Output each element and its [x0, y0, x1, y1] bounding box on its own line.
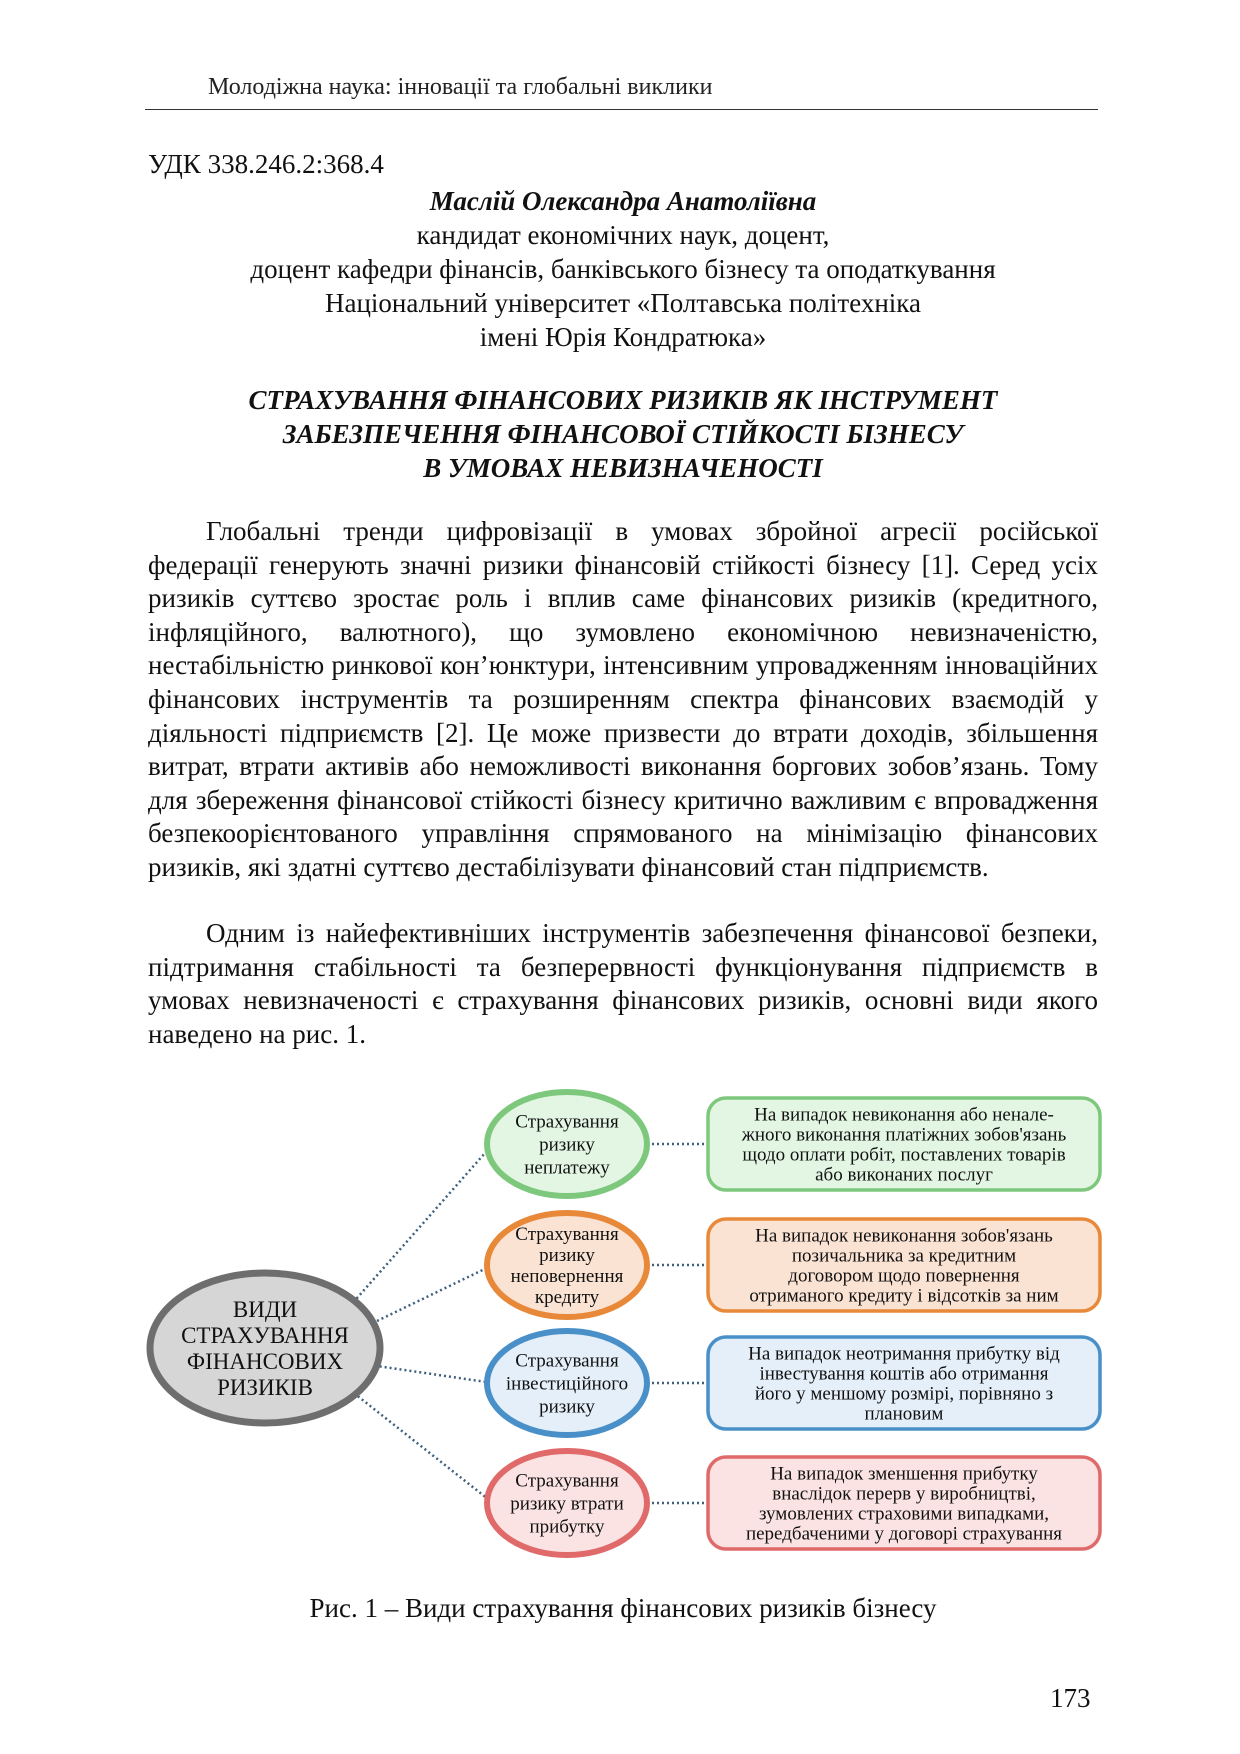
running-header: Молодіжна наука: інновації та глобальні виклики	[208, 74, 713, 100]
title-line: В УМОВАХ НЕВИЗНАЧЕНОСТІ	[423, 453, 823, 483]
branch-label: Страхування ризику неплатежу	[515, 1111, 619, 1179]
connector-center-to-branch	[350, 1144, 493, 1306]
title-line: СТРАХУВАННЯ ФІНАНСОВИХ РИЗИКІВ ЯК ІНСТРУМЕНТ	[248, 385, 998, 415]
connector-center-to-branch	[350, 1390, 493, 1503]
header-rule	[145, 109, 1098, 110]
author-block	[148, 184, 1098, 354]
description-text: На випадок невиконання або ненале-жного виконання платіжних зобов'язань щодо оплати робіт, поставлених товарів або виконаних послуг	[741, 1104, 1067, 1186]
branch-label: Страхування інвестиційного ризику	[505, 1350, 629, 1418]
udk-code: УДК 338.246.2:368.4	[148, 149, 384, 179]
description-text: На випадок зменшення прибутку внаслідок перерв у виробництві, зумовлених страховими випадками, передбаченими у договорі страхування	[745, 1463, 1063, 1545]
author-degree: кандидат економічних наук, доцент,	[416, 220, 830, 250]
branch-label: Страхування ризику втрати прибутку	[510, 1470, 624, 1538]
figure-diagram	[140, 1088, 1110, 1568]
body-paragraph-1: Глобальні тренди цифровізації в умовах збройної агресії російської федерації генерують значні ризики фінансовій стійкості бізнесу [1]. Серед усіх ризиків суттєво зростає роль і вплив саме фінансових ризиків (кредитного, інфляційного, валютного), що зумовлено економічною невизначеністю, нестабільністю ринкової кон’юнктури, інтенсивним упровадженням інноваційних фінансових інструментів та розширенням спектра фінансових взаємодій у діяльності підприємств [2]. Це може призвести до втрати доходів, збільшення витрат, втрати активів або неможливості виконання боргових зобов’язань. Тому для збереження фінансової стійкості бізнесу критично важливим є впровадження безпекоорієнтованого управління спрямованого на мінімізацію фінансових ризиків, які здатні суттєво дестабілізувати фінансовий стан підприємств.	[148, 516, 1098, 882]
body-paragraph-2: Одним із найефективніших інструментів забезпечення фінансової безпеки, підтримання стабільності та безперервності функціонування підприємств в умовах невизначеності є страхування фінансових ризиків, основні види якого наведено на рис. 1.	[148, 918, 1098, 1049]
page-number: 173	[1050, 1683, 1091, 1713]
author-university-line1: Національний університет «Полтавська політехніка	[325, 288, 921, 318]
author-position: доцент кафедри фінансів, банківського бізнесу та оподаткування	[250, 254, 996, 284]
author-name: Маслій Олександра Анатоліївна	[429, 186, 817, 216]
article-title	[148, 383, 1098, 485]
title-line: ЗАБЕЗПЕЧЕННЯ ФІНАНСОВОЇ СТІЙКОСТІ БІЗНЕСУ	[282, 419, 964, 449]
center-label: ВИДИ СТРАХУВАННЯ ФІНАНСОВИХ РИЗИКІВ	[181, 1297, 349, 1401]
description-text: На випадок неотримання прибутку від інвестування коштів або отримання його у меншому розмірі, порівняно з плановим	[748, 1343, 1060, 1425]
description-text: На випадок невиконання зобов'язань позичальника за кредитним договором щодо повернення отриманого кредиту і відсотків за ним	[749, 1225, 1059, 1307]
author-university-line2: імені Юрія Кондратюка»	[479, 322, 767, 352]
branch-label: Страхування ризику неповернення кредиту	[510, 1224, 624, 1309]
diagram-svg	[140, 1088, 1110, 1568]
figure-caption: Рис. 1 – Види страхування фінансових ризиків бізнесу	[309, 1593, 937, 1623]
